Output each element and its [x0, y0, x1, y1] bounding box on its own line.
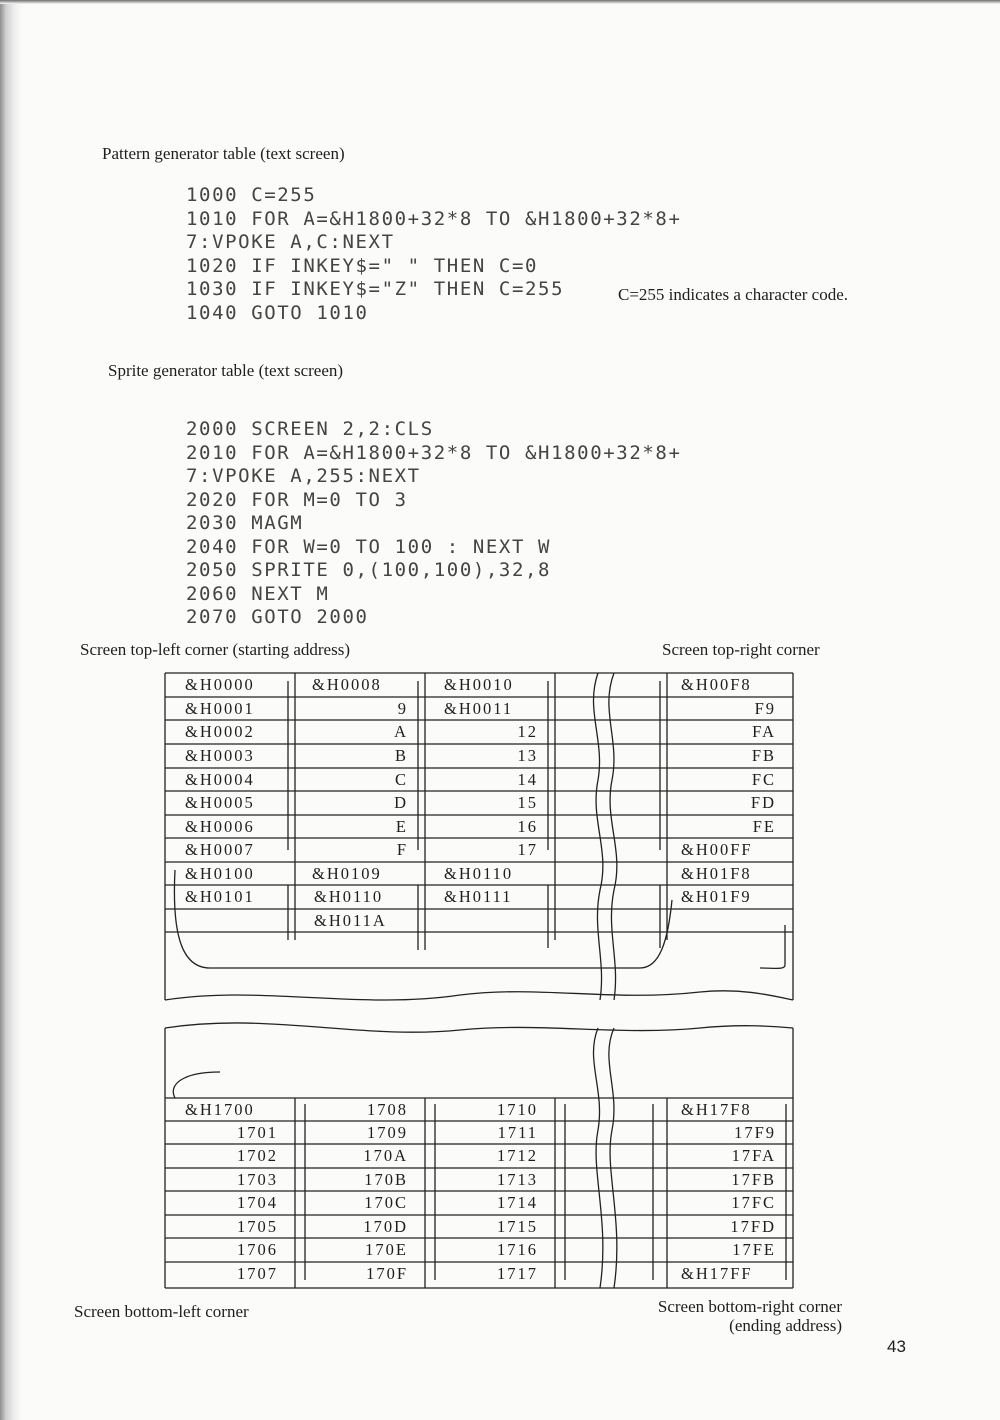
table-cell: &H0100: [185, 864, 255, 883]
table-cell: 15: [517, 793, 538, 812]
table-cell: &H0101: [185, 887, 255, 906]
table-cell: FC: [751, 770, 776, 789]
table-cell: &H01F8: [681, 864, 752, 883]
table-cell: FE: [752, 817, 776, 836]
table-cell: 170C: [364, 1193, 408, 1212]
table-cell: &H0003: [185, 746, 255, 765]
code-line: 2040 FOR W=0 TO 100 : NEXT W: [186, 535, 552, 558]
table-cell: B: [394, 746, 408, 765]
table-cell: &H0110: [444, 864, 514, 883]
table-cell: 1708: [367, 1100, 408, 1119]
code-line: 1010 FOR A=&H1800+32*8 TO &H1800+32*8+: [186, 207, 682, 230]
code-line: 2050 SPRITE 0,(100,100),32,8: [186, 559, 552, 581]
table-cell: &H1700: [185, 1100, 255, 1119]
table-cell: 1714: [497, 1193, 538, 1212]
table-cell: &H0109: [312, 864, 382, 883]
table-cell: 170D: [363, 1217, 408, 1236]
table-cell: 1703: [237, 1170, 278, 1189]
table-cell: 1709: [367, 1123, 408, 1142]
top-right-corner-caption: Screen top-right corner: [662, 640, 820, 659]
table-cell: F: [396, 840, 408, 859]
table-cell: 1707: [237, 1264, 278, 1283]
code-line: 2030 MAGM: [186, 512, 304, 534]
table-cell: 170E: [365, 1240, 408, 1259]
table-cell: FA: [752, 722, 776, 741]
table-cell: &H0002: [185, 722, 255, 741]
code-line: 1020 IF INKEY$=" " THEN C=0: [186, 254, 539, 277]
top-left-corner-caption: Screen top-left corner (starting address): [80, 640, 350, 659]
table-cell: &H0005: [185, 793, 255, 812]
table-cell: &H01F9: [681, 887, 752, 906]
code-line: 1000 C=255: [186, 184, 317, 206]
table-cell: 12: [517, 722, 538, 741]
table-cell: 17F9: [734, 1123, 776, 1142]
code-line: 1030 IF INKEY$="Z" THEN C=255: [186, 278, 565, 300]
table-cell: &H00F8: [681, 675, 752, 694]
table-cell: &H0004: [185, 770, 255, 789]
table-cell: 1704: [237, 1193, 278, 1212]
table-cell: C: [394, 770, 408, 789]
pattern-table-caption: Pattern generator table (text screen): [102, 144, 345, 163]
table-cell: &H0007: [185, 840, 255, 859]
table-cell: 17: [517, 840, 538, 859]
table-cell: 16: [517, 817, 538, 836]
table-cell: D: [394, 793, 408, 812]
sprite-table-caption: Sprite generator table (text screen): [108, 361, 344, 380]
table-cell: 9: [397, 699, 408, 718]
table-cell: &H0000: [185, 675, 255, 694]
table-cell: FD: [750, 793, 776, 812]
table-cell: 1705: [237, 1217, 278, 1236]
table-cell: 17FD: [730, 1217, 776, 1236]
table-cell: &H17FF: [681, 1264, 753, 1283]
table-cell: &H0011: [444, 699, 514, 718]
table-cell: 1702: [237, 1146, 278, 1165]
code-line: 2010 FOR A=&H1800+32*8 TO &H1800+32*8+: [186, 441, 682, 464]
bottom-right-corner-caption: Screen bottom-right corner: [657, 1297, 842, 1316]
code-line: 7:VPOKE A,C:NEXT: [186, 231, 395, 253]
code-line: 2000 SCREEN 2,2:CLS: [186, 418, 434, 440]
table-cell: 17FC: [731, 1193, 776, 1212]
table-cell: 1706: [237, 1240, 278, 1259]
table-cell: 1717: [497, 1264, 538, 1283]
table-cell: 17FA: [731, 1146, 776, 1165]
page-number: 43: [887, 1337, 906, 1356]
table-cell: &H0001: [185, 699, 255, 718]
table-cell: 170B: [364, 1170, 408, 1189]
table-cell: &H0008: [312, 675, 382, 694]
character-code-note: C=255 indicates a character code.: [618, 285, 849, 304]
table-cell: &H00FF: [681, 840, 753, 859]
code-line: 7:VPOKE A,255:NEXT: [186, 465, 421, 487]
table-cell: E: [395, 817, 408, 836]
table-cell: F9: [754, 699, 776, 718]
table-cell: 170A: [363, 1146, 408, 1165]
ending-address-caption: (ending address): [729, 1316, 842, 1335]
table-cell: &H0111: [444, 887, 513, 906]
table-cell: 1713: [497, 1170, 538, 1189]
table-cell: &H0010: [444, 675, 514, 694]
table-cell: 170F: [366, 1264, 408, 1283]
code-line: 1040 GOTO 1010: [186, 301, 369, 324]
table-cell: &H17F8: [681, 1100, 752, 1119]
table-cell: 17FB: [731, 1170, 776, 1189]
code-line: 2060 NEXT M: [186, 582, 330, 605]
table-cell: 1711: [497, 1123, 538, 1142]
code-line: 2070 GOTO 2000: [186, 606, 369, 628]
table-cell: FB: [751, 746, 776, 765]
table-cell: &H0110: [314, 887, 384, 906]
table-cell: 1712: [497, 1146, 538, 1165]
table-cell: &H0006: [185, 817, 255, 836]
table-cell: 1701: [237, 1123, 278, 1142]
table-cell: A: [394, 722, 408, 741]
table-cell: 14: [517, 770, 538, 789]
bottom-left-corner-caption: Screen bottom-left corner: [74, 1302, 249, 1321]
code-line: 2020 FOR M=0 TO 3: [186, 488, 408, 511]
table-cell: 13: [517, 746, 538, 765]
table-cell: &H011A: [314, 911, 387, 930]
table-cell: 1710: [497, 1100, 538, 1119]
table-cell: 1716: [497, 1240, 538, 1259]
table-cell: 17FE: [732, 1240, 776, 1259]
table-cell: 1715: [497, 1217, 538, 1236]
